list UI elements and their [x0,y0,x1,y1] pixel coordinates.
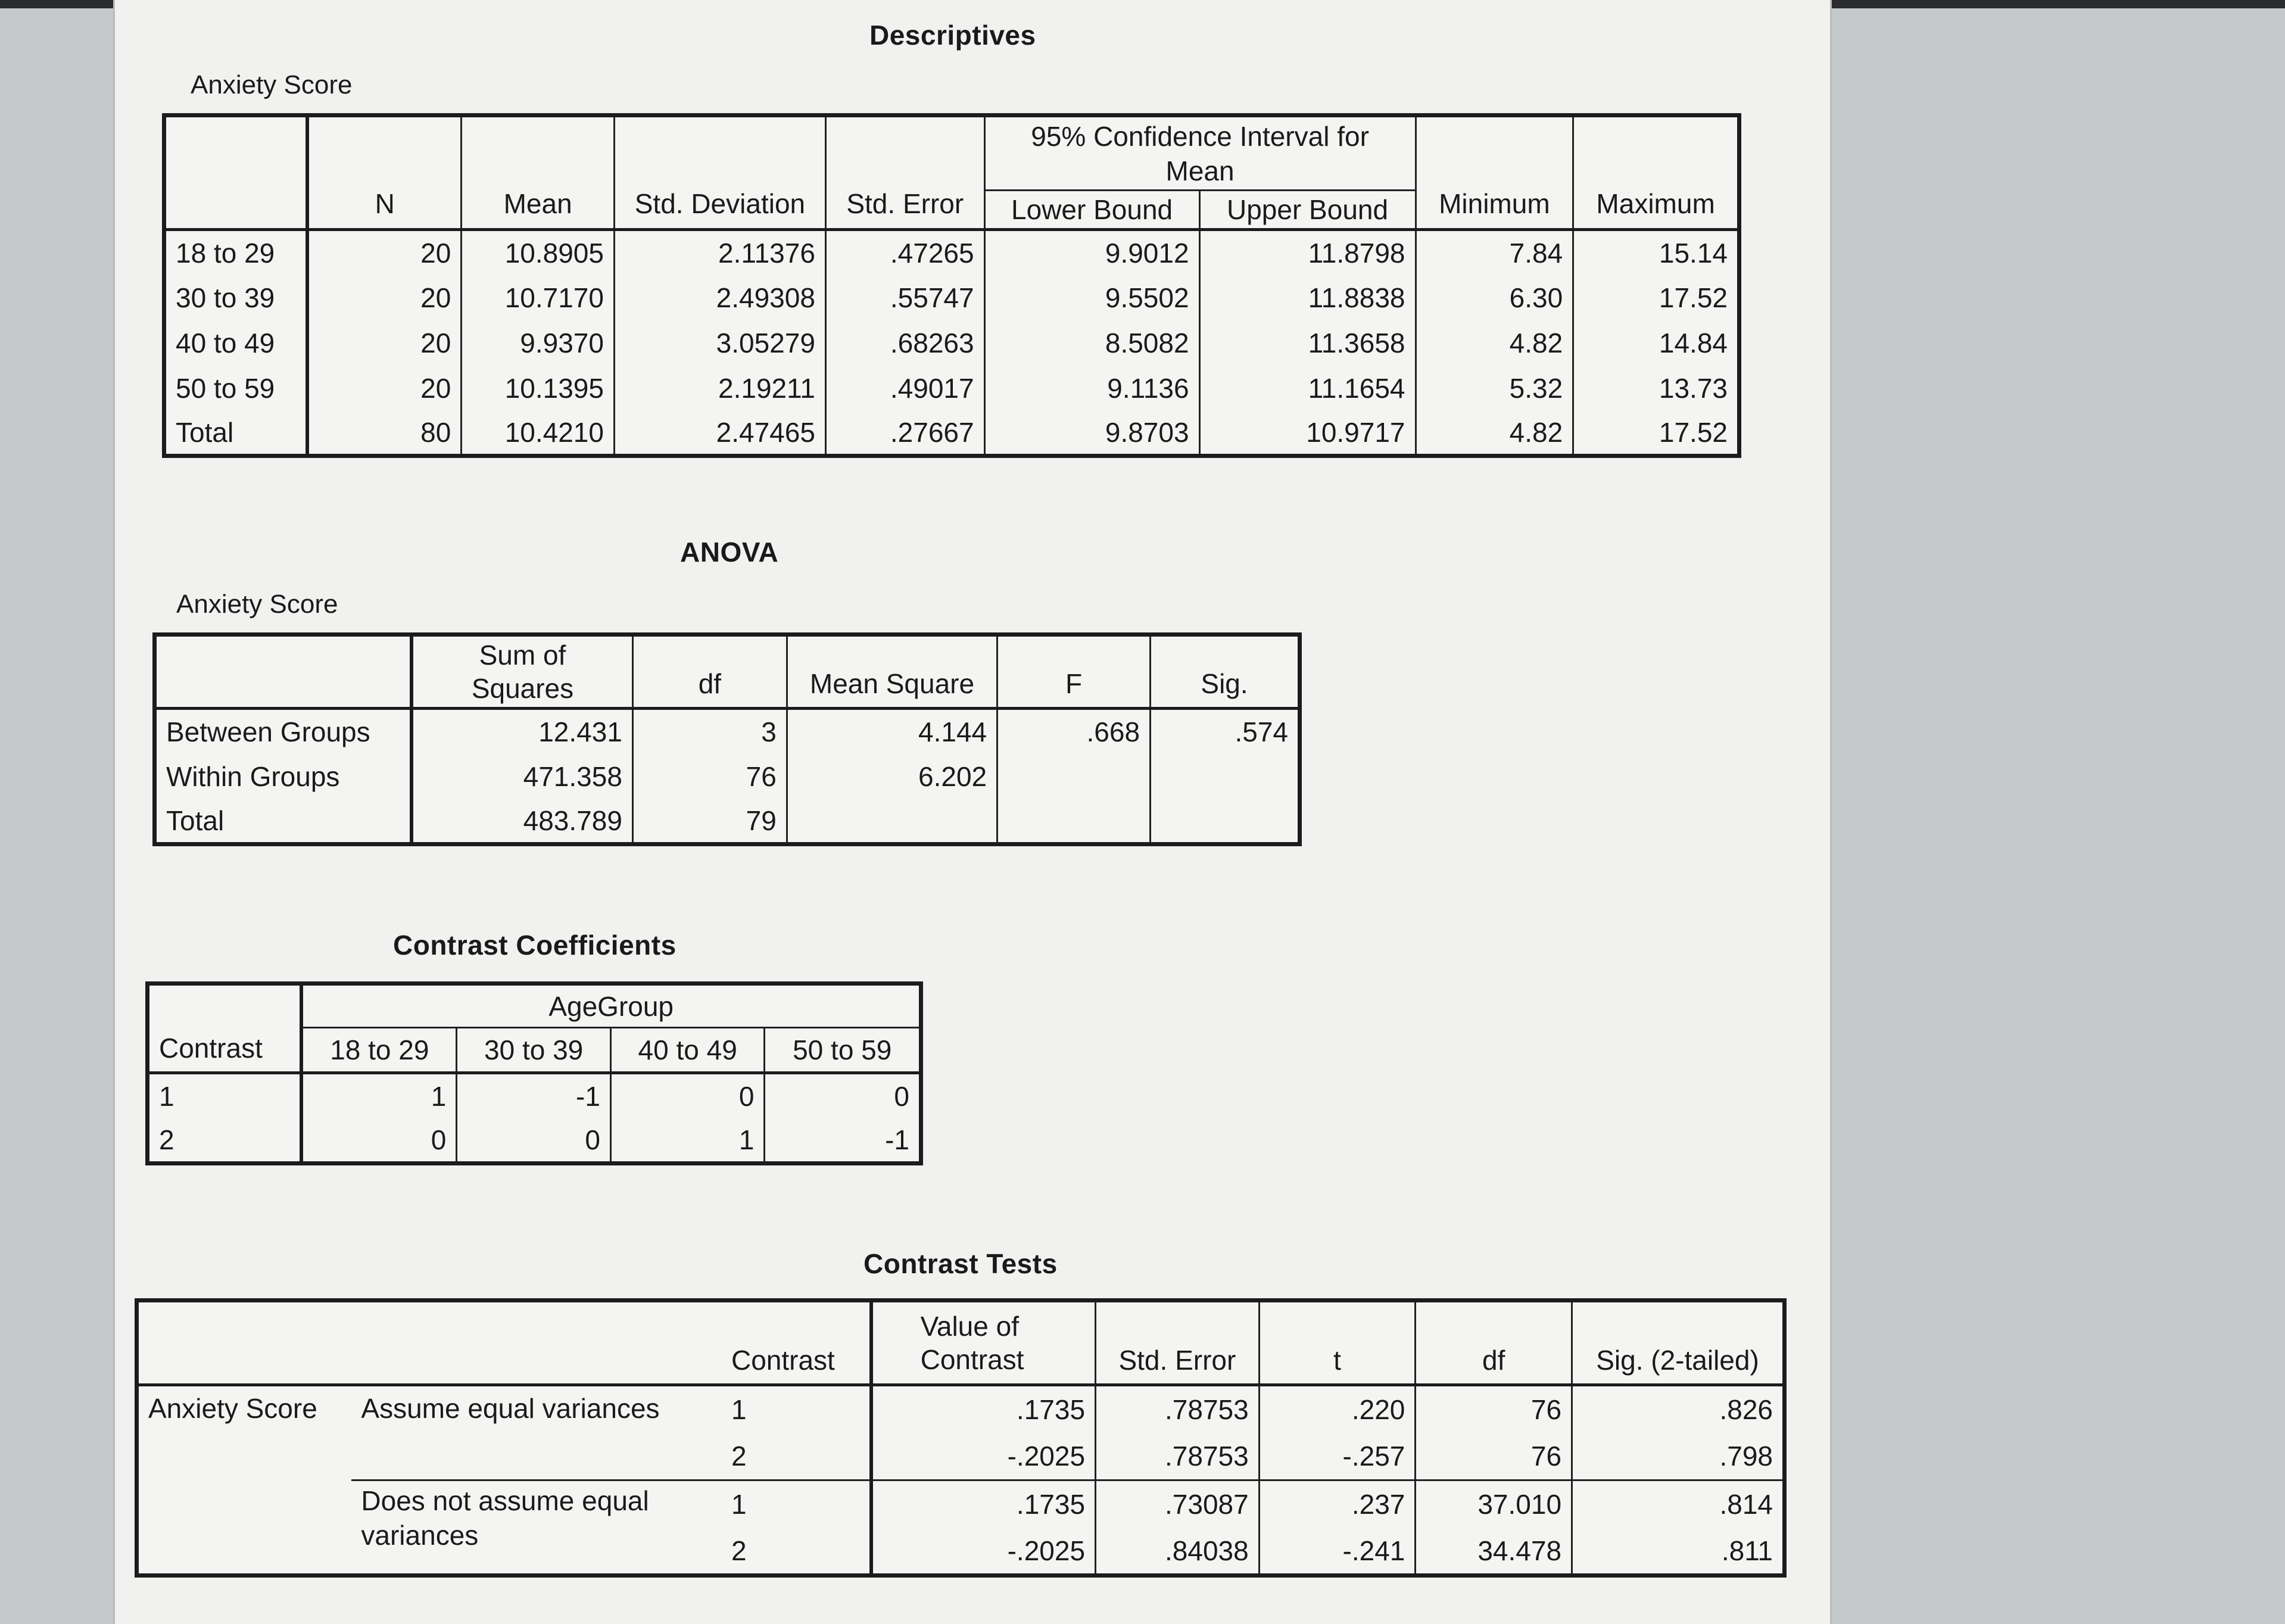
cell-lower: 9.9012 [984,230,1199,275]
row-label: Total [166,805,225,836]
cell-value: -.2025 [871,1528,1096,1576]
cell-n: 20 [307,275,462,320]
cell-t: .220 [1259,1385,1416,1433]
cell-sig: .826 [1572,1385,1785,1433]
row-equal-variances: Assume equal variances [351,1385,722,1480]
header-std-error: Std. Error [825,116,984,230]
cell-upper: 11.8798 [1199,230,1416,275]
table-row [155,799,1300,844]
cell-coef: 0 [301,1118,457,1164]
header-contrast: Contrast [148,984,302,1073]
cell-min: 4.82 [1416,320,1573,366]
table-row [164,275,1740,320]
cell-contrast: 2 [722,1433,871,1480]
cell-f [997,799,1151,844]
cell-lower: 9.8703 [984,411,1199,456]
cell-sig [1151,799,1300,844]
cell-df: 76 [1416,1433,1572,1480]
cell-se: .78753 [1096,1433,1260,1480]
anova-table [152,632,1302,846]
cell-min: 6.30 [1416,275,1573,320]
contrast-coefficients-table [145,981,923,1165]
contrast-tests-table [135,1298,1787,1578]
cell-n: 20 [307,366,462,411]
row-label: Between Groups [166,716,370,747]
cell-coef: -1 [457,1073,611,1118]
header-sig: Sig. [1151,635,1300,709]
cell-upper: 11.8838 [1199,275,1416,320]
cell-ss: 471.358 [412,754,632,799]
cell-se: .78753 [1096,1385,1260,1433]
anova-title: ANOVA [680,537,779,568]
row-unequal-variances: Does not assume equal variances [361,1485,649,1551]
row-label: 18 to 29 [176,237,275,269]
cell-min: 5.32 [1416,366,1573,411]
header-mean: Mean [462,116,615,230]
cell-mean: 9.9370 [462,320,615,366]
cell-sig: .811 [1572,1528,1785,1576]
header-f: F [997,635,1151,709]
cell-se: .73087 [1096,1480,1260,1528]
table-row [148,1073,921,1118]
coef-header-row-1 [148,984,921,1028]
cell-value: .1735 [871,1385,1096,1433]
cell-se: .49017 [825,366,984,411]
table-row [137,1385,1785,1433]
cell-max: 14.84 [1573,320,1740,366]
anova-caption: Anxiety Score [176,590,338,619]
header-value-of-contrast: Value of Contrast [871,1301,1096,1385]
cell-t: .237 [1259,1480,1416,1528]
cell-coef: 0 [610,1073,765,1118]
cell-max: 13.73 [1573,366,1740,411]
table-row [164,320,1740,366]
cell-contrast: 2 [731,1535,747,1566]
cell-n: 20 [307,320,462,366]
cell-sd: 2.11376 [614,230,825,275]
header-t: t [1259,1301,1416,1385]
contrast-tests-title: Contrast Tests [864,1248,1058,1279]
row-label: Within Groups [166,760,340,792]
descriptives-title: Descriptives [869,20,1036,51]
cell-mean: 10.4210 [462,411,615,456]
row-contrast: 2 [159,1124,174,1155]
cell-coef: -1 [765,1118,921,1164]
cell-df: 76 [632,754,787,799]
table-row [164,411,1740,456]
cell-ss: 483.789 [412,799,632,844]
cell-t: -.241 [1259,1528,1416,1576]
table-row [155,709,1300,754]
cell-ms: 6.202 [787,754,997,799]
header-group-30-39: 30 to 39 [457,1028,611,1073]
descriptives-caption: Anxiety Score [191,70,353,99]
header-group-40-49: 40 to 49 [610,1028,765,1073]
cell-sd: 2.19211 [614,366,825,411]
cell-sd: 3.05279 [614,320,825,366]
header-upper-bound: Upper Bound [1199,191,1416,230]
header-group-18-29: 18 to 29 [301,1028,457,1073]
cell-df: 76 [1416,1385,1572,1433]
cell-sig: .574 [1151,709,1300,754]
cell-df: 79 [632,799,787,844]
cell-mean: 10.8905 [462,230,615,275]
cell-f: .668 [997,709,1151,754]
cell-n: 80 [307,411,462,456]
cell-df: 37.010 [1416,1480,1572,1528]
header-group-50-59: 50 to 59 [765,1028,921,1073]
cell-upper: 11.1654 [1199,366,1416,411]
header-df: df [1416,1301,1572,1385]
cell-upper: 10.9717 [1199,411,1416,456]
cell-max: 15.14 [1573,230,1740,275]
cell-ms: 4.144 [787,709,997,754]
table-row [155,754,1300,799]
cell-se: .68263 [825,320,984,366]
header-std-deviation: Std. Deviation [614,116,825,230]
cell-t: -.257 [1259,1433,1416,1480]
cell-upper: 11.3658 [1199,320,1416,366]
header-contrast: Contrast [722,1301,871,1385]
tests-header-row [137,1301,1785,1385]
cell-f [997,754,1151,799]
cell-max: 17.52 [1573,411,1740,456]
row-variable: Anxiety Score [148,1393,317,1424]
header-agegroup: AgeGroup [301,984,921,1028]
row-label: 40 to 49 [176,327,275,359]
cell-contrast: 1 [731,1394,747,1425]
header-maximum: Maximum [1573,116,1740,230]
cell-se: .55747 [825,275,984,320]
cell-min: 7.84 [1416,230,1573,275]
cell-df: 3 [632,709,787,754]
header-sig-2-tailed: Sig. (2-tailed) [1572,1301,1785,1385]
cell-sig: .798 [1572,1433,1785,1480]
cell-mean: 10.1395 [462,366,615,411]
cell-lower: 8.5082 [984,320,1199,366]
cell-sig [1151,754,1300,799]
header-lower-bound: Lower Bound [984,191,1199,230]
cell-ss: 12.431 [412,709,632,754]
cell-value: -.2025 [871,1433,1096,1480]
cell-coef: 1 [610,1118,765,1164]
cell-value: .1735 [871,1480,1096,1528]
cell-coef: 1 [301,1073,457,1118]
cell-lower: 9.5502 [984,275,1199,320]
table-row [148,1118,921,1164]
cell-sd: 2.49308 [614,275,825,320]
header-mean-square: Mean Square [787,635,997,709]
header-minimum: Minimum [1416,116,1573,230]
row-label: 30 to 39 [176,282,275,313]
row-label: Total [176,416,234,448]
cell-se: .84038 [1096,1528,1260,1576]
header-df: df [632,635,787,709]
cell-se: .47265 [825,230,984,275]
cell-lower: 9.1136 [984,366,1199,411]
cell-coef: 0 [457,1118,611,1164]
table-row [164,230,1740,275]
cell-df: 34.478 [1416,1528,1572,1576]
row-label: 50 to 59 [176,372,275,404]
cell-n: 20 [307,230,462,275]
row-contrast: 1 [159,1080,174,1112]
cell-se: .27667 [825,411,984,456]
table-row [137,1480,1785,1528]
header-sum-of-squares: Sum of Squares [412,635,632,709]
table-row [164,366,1740,411]
header-std-error: Std. Error [1096,1301,1260,1385]
cell-ms [787,799,997,844]
cell-sd: 2.47465 [614,411,825,456]
descriptives-table [162,113,1741,458]
cell-sig: .814 [1572,1480,1785,1528]
cell-min: 4.82 [1416,411,1573,456]
descriptives-header-row-1 [164,116,1740,191]
cell-contrast: 1 [731,1489,747,1520]
contrast-coefficients-title: Contrast Coefficients [393,930,677,961]
header-ci-group: 95% Confidence Interval for Mean [984,116,1416,191]
cell-mean: 10.7170 [462,275,615,320]
cell-coef: 0 [765,1073,921,1118]
anova-header-row [155,635,1300,709]
header-n: N [307,116,462,230]
cell-max: 17.52 [1573,275,1740,320]
